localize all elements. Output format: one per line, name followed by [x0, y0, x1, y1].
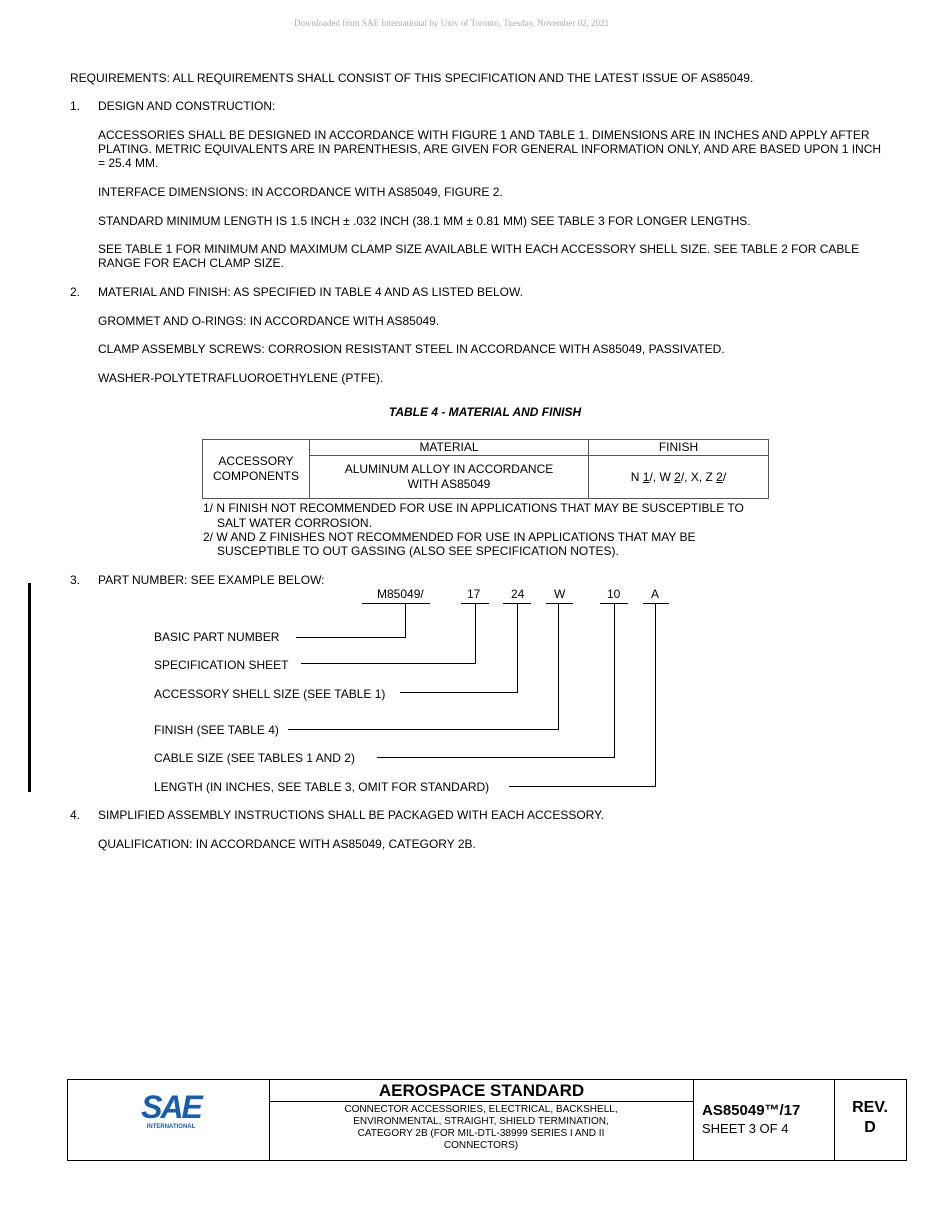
leader-basic-horizontal	[296, 637, 406, 638]
code-cable: 10	[607, 587, 621, 601]
section-1-heading: DESIGN AND CONSTRUCTION:	[98, 99, 276, 113]
table-note-1-line-2: SALT WATER CORROSION.	[217, 516, 372, 530]
section-2-paragraph-screws: CLAMP ASSEMBLY SCREWS: CORROSION RESISTANT STEEL IN ACCORDANCE WITH AS85049, PASSIVATED.	[98, 342, 725, 356]
finish-cell	[589, 456, 769, 499]
material-line-2: WITH AS85049	[407, 477, 491, 491]
title-block-title-rule	[270, 1101, 693, 1102]
requirements-text: REQUIREMENTS: ALL REQUIREMENTS SHALL CONSIST OF THIS SPECIFICATION AND THE LATEST ISSUE OF AS85049.	[70, 71, 754, 85]
leader-finish-vertical	[558, 604, 559, 730]
label-length: LENGTH (IN INCHES, SEE TABLE 3, OMIT FOR STANDARD)	[154, 780, 490, 794]
finish-column-header: FINISH	[589, 440, 769, 456]
section-2-number: 2.	[70, 285, 81, 299]
label-sheet: SPECIFICATION SHEET	[154, 658, 289, 672]
section-2-paragraph-grommet: GROMMET AND O-RINGS: IN ACCORDANCE WITH AS85049.	[98, 314, 440, 328]
section-3-heading: PART NUMBER: SEE EXAMPLE BELOW:	[98, 573, 325, 587]
section-1-paragraph-dimensions: ACCESSORIES SHALL BE DESIGNED IN ACCORDANCE WITH FIGURE 1 AND TABLE 1. DIMENSIONS ARE IN INCHES AND APPLY AFTER PLATING. METRIC EQUIVALENTS ARE IN PARENTHESIS, ARE GIVEN FOR GENERAL INFORMATION ONLY, AND ARE BASED UPON 1 INCH = 25.4 MM.	[98, 128, 882, 170]
finish-n: N	[630, 469, 643, 484]
table-note-2-line-1: 2/ W AND Z FINISHES NOT RECOMMENDED FOR USE IN APPLICATIONS THAT MAY BE	[203, 530, 696, 544]
revision-letter: D	[864, 1119, 876, 1136]
section-1-number: 1.	[70, 99, 81, 113]
section-1-paragraph-length: STANDARD MINIMUM LENGTH IS 1.5 INCH ± .032 INCH (38.1 MM ± 0.81 MM) SEE TABLE 3 FOR LONGER LENGTHS.	[98, 214, 751, 228]
section-3-number: 3.	[70, 573, 81, 587]
finish-z-note-ref: 2	[716, 469, 723, 484]
row-label-line-1: ACCESSORY	[218, 454, 294, 468]
revision-bar	[28, 583, 31, 792]
leader-shell-horizontal	[400, 692, 518, 693]
leader-sheet-vertical	[475, 604, 476, 664]
label-finish: FINISH (SEE TABLE 4)	[154, 723, 279, 737]
code-basic-underline	[362, 603, 430, 604]
code-finish: W	[554, 587, 566, 601]
table-note-2-line-2: SUSCEPTIBLE TO OUT GASSING (ALSO SEE SPECIFICATION NOTES).	[217, 544, 619, 558]
leader-finish-horizontal	[288, 729, 559, 730]
section-4-heading: SIMPLIFIED ASSEMBLY INSTRUCTIONS SHALL BE PACKAGED WITH EACH ACCESSORY.	[98, 808, 604, 822]
table-row-label	[203, 440, 310, 499]
code-finish-underline	[546, 603, 573, 604]
download-note: Downloaded from SAE International by Univ of Toronto, Tuesday, November 02, 2021	[293, 18, 610, 28]
finish-n-note-ref: 1	[642, 469, 650, 484]
row-label-line-2: COMPONENTS	[212, 469, 299, 483]
label-shell: ACCESSORY SHELL SIZE (SEE TABLE 1)	[154, 687, 386, 701]
leader-length-vertical	[655, 604, 656, 787]
leader-basic-vertical	[405, 604, 406, 638]
finish-w: /, W	[649, 469, 675, 484]
section-1-paragraph-interface: INTERFACE DIMENSIONS: IN ACCORDANCE WITH AS85049, FIGURE 2.	[98, 185, 503, 199]
code-length-underline	[643, 603, 669, 604]
code-sheet: 17	[467, 587, 481, 601]
leader-shell-vertical	[517, 604, 518, 693]
label-basic: BASIC PART NUMBER	[154, 630, 280, 644]
label-cable: CABLE SIZE (SEE TABLES 1 AND 2)	[154, 751, 355, 765]
material-cell	[310, 456, 589, 499]
leader-cable-horizontal	[377, 757, 615, 758]
section-4-paragraph-qualification: QUALIFICATION: IN ACCORDANCE WITH AS85049, CATEGORY 2B.	[98, 837, 476, 851]
table-4-caption: TABLE 4 - MATERIAL AND FINISH	[388, 405, 582, 419]
standard-description: CONNECTOR ACCESSORIES, ELECTRICAL, BACKSHELL, ENVIRONMENTAL, STRAIGHT, SHIELD TERMINATION, CATEGORY 2B (FOR MIL-DTL-38999 SERIES I AND II CONNECTORS)	[344, 1104, 618, 1151]
code-basic: M85049/	[377, 587, 424, 601]
material-line-1: ALUMINUM ALLOY IN ACCORDANCE	[344, 462, 554, 476]
code-shell: 24	[511, 587, 525, 601]
sae-logo-subtext: INTERNATIONAL	[146, 1124, 196, 1130]
finish-xz: /, X, Z	[680, 469, 717, 484]
finish-end: /	[722, 469, 727, 484]
standard-title: AEROSPACE STANDARD	[378, 1081, 585, 1100]
material-finish-table	[202, 439, 769, 499]
revision-label: REV.	[852, 1099, 888, 1116]
title-block-divider-2	[693, 1079, 694, 1160]
document-number: AS85049™/17	[702, 1102, 801, 1119]
sae-logo-mark: SAE	[141, 1089, 201, 1125]
leader-sheet-horizontal	[301, 663, 476, 664]
material-column-header: MATERIAL	[310, 440, 589, 456]
code-length: A	[651, 587, 660, 601]
leader-cable-vertical	[614, 604, 615, 758]
sheet-number: SHEET 3 OF 4	[702, 1121, 789, 1136]
section-4-number: 4.	[70, 808, 81, 822]
section-2-paragraph-washer: WASHER-POLYTETRAFLUOROETHYLENE (PTFE).	[98, 371, 384, 385]
section-2-heading: MATERIAL AND FINISH: AS SPECIFIED IN TABLE 4 AND AS LISTED BELOW.	[98, 285, 524, 299]
sae-logo	[136, 1091, 206, 1137]
section-1-paragraph-clamp: SEE TABLE 1 FOR MINIMUM AND MAXIMUM CLAMP SIZE AVAILABLE WITH EACH ACCESSORY SHELL SIZE. SEE TABLE 2 FOR CABLE RANGE FOR EACH CLAMP SIZE.	[98, 242, 860, 270]
leader-length-horizontal	[509, 786, 656, 787]
finish-w-note-ref: 2	[674, 469, 681, 484]
table-note-1-line-1: 1/ N FINISH NOT RECOMMENDED FOR USE IN APPLICATIONS THAT MAY BE SUSCEPTIBLE TO	[203, 501, 744, 515]
